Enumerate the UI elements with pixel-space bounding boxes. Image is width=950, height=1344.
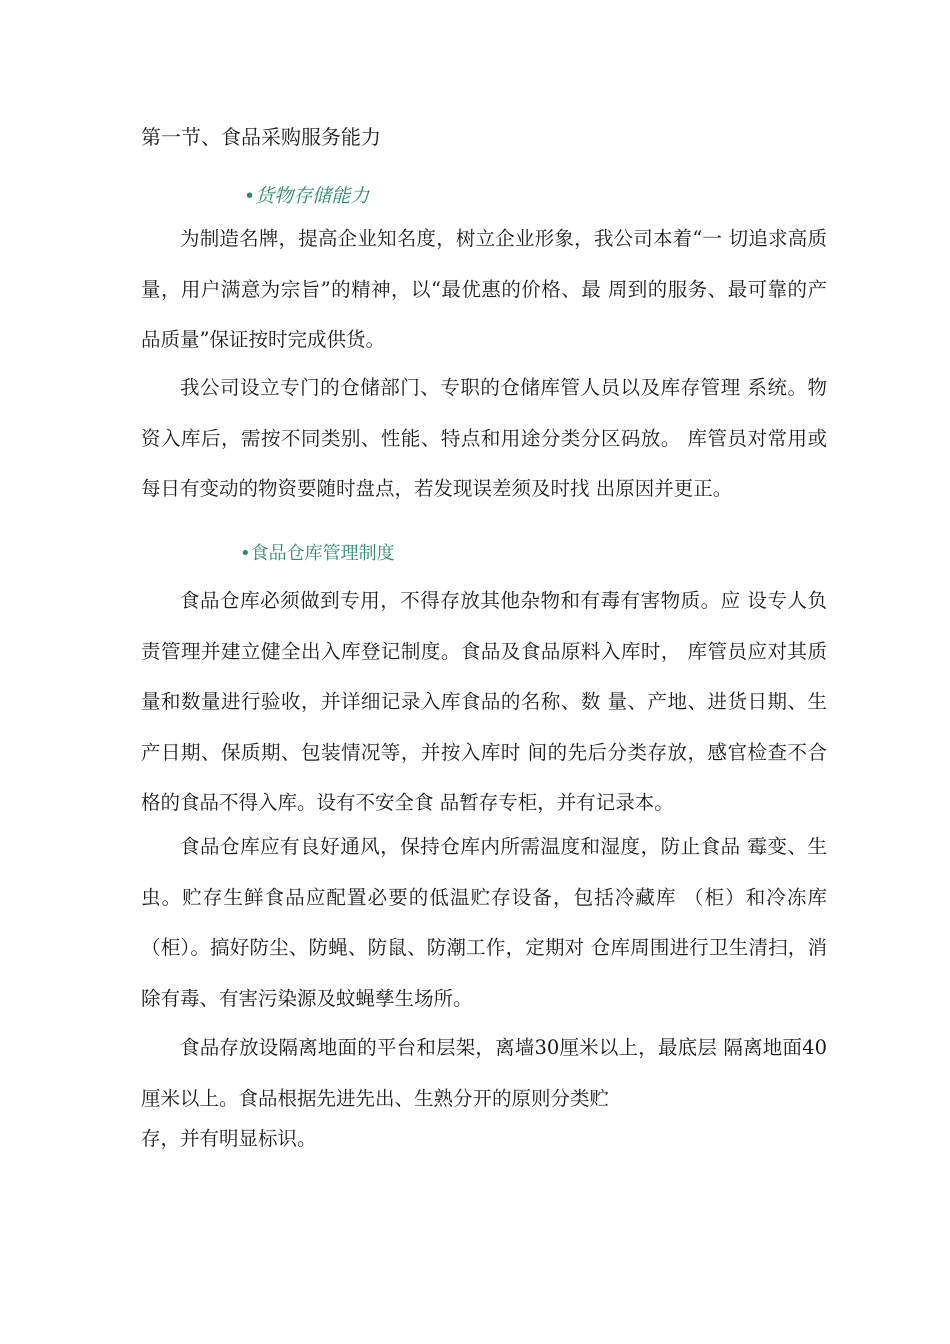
section-title: 第一节、食品采购服务能力 xyxy=(141,125,381,149)
paragraph-ventilation: 食品仓库应有良好通风，保持仓库内所需温度和湿度，防止食品 霉变、生虫。贮存生鲜食品应配置必要的低温贮存设备，包括冷藏库 （柜）和冷冻库（柜）。搞好防尘、防蝇、防鼠、防潮工作，定期对 仓库周围进行卫生清扫，消除有毒、有害污染源及蚊蝇孳生场所。 xyxy=(141,835,827,1010)
subheading-warehouse-management: •食品仓库管理制度 xyxy=(240,543,395,564)
paragraph-shelving-continuation: 存，并有明显标识。 xyxy=(141,1127,317,1150)
subheading-storage-capacity: •货物存储能力 xyxy=(244,185,370,207)
paragraph-warehouse-department: 我公司设立专门的仓储部门、专职的仓储库管人员以及库存管理 系统。物资入库后，需按不同类别、性能、特点和用途分类分区码放。 库管员对常用或每日有变动的物资要随时盘点，若发现误差须及时找 出原因并更正。 xyxy=(141,376,827,500)
paragraph-brand-quality: 为制造名牌，提高企业知名度，树立企业形象，我公司本着“一 切追求高质量，用户满意为宗旨”的精神，以“最优惠的价格、最 周到的服务、最可靠的产品质量”保证按时完成供货。 xyxy=(141,227,827,351)
paragraph-shelving: 食品存放设隔离地面的平台和层架，离墙30厘米以上，最底层 隔离地面40厘米以上。食品根据先进先出、生熟分开的原则分类贮 xyxy=(141,1036,827,1110)
paragraph-dedicated-storage: 食品仓库必须做到专用，不得存放其他杂物和有毒有害物质。应 设专人负责管理并建立健全出入库登记制度。食品及食品原料入库时， 库管员应对其质量和数量进行验收，并详细记录入库食品的名称、数 量、产地、进货日期、生产日期、保质期、包装情况等，并按入库时 间的先后分类存放，感官检查不合格的食品不得入库。设有不安全食 品暂存专柜，并有记录本。 xyxy=(141,589,827,814)
